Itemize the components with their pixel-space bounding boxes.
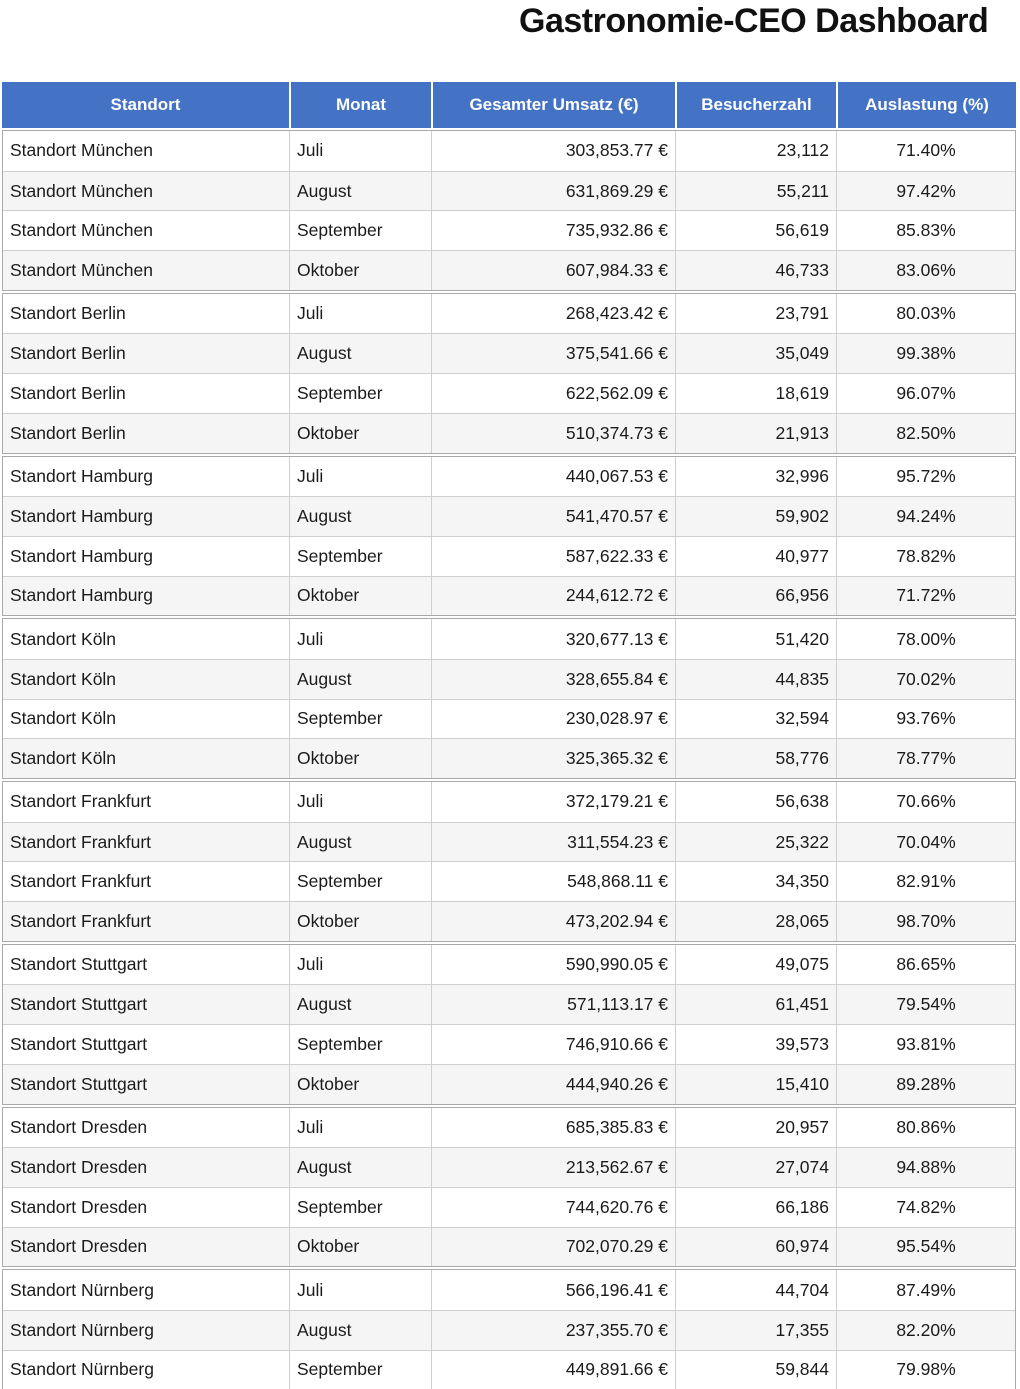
cell-umsatz: 571,113.17 € — [431, 985, 675, 1024]
table-row — [3, 901, 1015, 941]
cell-auslastung: 83.06% — [836, 251, 1015, 290]
cell-monat: September — [289, 700, 431, 739]
standort-group — [2, 1269, 1016, 1389]
cell-besucherzahl: 59,902 — [675, 497, 836, 536]
table-body — [2, 130, 1016, 1389]
cell-auslastung: 82.50% — [836, 414, 1015, 453]
cell-monat: Oktober — [289, 1228, 431, 1267]
cell-monat: August — [289, 172, 431, 211]
cell-standort: Standort Frankfurt — [10, 871, 152, 892]
cell-monat: August — [289, 334, 431, 373]
cell-besucherzahl: 32,594 — [675, 700, 836, 739]
cell-auslastung: 95.72% — [836, 457, 1015, 497]
cell-besucherzahl: 58,776 — [675, 739, 836, 778]
cell-standort: Standort München — [10, 220, 154, 241]
cell-standort: Standort Stuttgart — [10, 954, 148, 975]
cell-auslastung: 85.83% — [836, 211, 1015, 250]
cell-besucherzahl: 59,844 — [675, 1351, 836, 1389]
standort-group — [2, 781, 1016, 942]
cell-umsatz: 444,940.26 € — [431, 1065, 675, 1104]
cell-umsatz: 449,891.66 € — [431, 1351, 675, 1389]
table-row — [3, 373, 1015, 413]
cell-standort: Standort Frankfurt — [10, 831, 152, 852]
cell-monat: Juli — [289, 1108, 431, 1148]
cell-standort: Standort Hamburg — [10, 585, 153, 606]
cell-standort: Standort Berlin — [10, 382, 126, 403]
column-header-besucherzahl: Besucherzahl — [675, 82, 836, 128]
cell-monat: September — [289, 1025, 431, 1064]
cell-standort: Standort Berlin — [10, 343, 126, 364]
cell-besucherzahl: 51,420 — [675, 619, 836, 659]
table-row — [3, 496, 1015, 536]
table-row — [3, 1147, 1015, 1187]
cell-standort: Standort Köln — [10, 668, 117, 689]
table-row — [3, 619, 1015, 659]
cell-standort: Standort Nürnberg — [10, 1319, 154, 1340]
cell-standort: Standort Stuttgart — [10, 1033, 148, 1054]
cell-monat: Oktober — [289, 902, 431, 941]
table-row — [3, 1350, 1015, 1389]
cell-monat: August — [289, 985, 431, 1024]
cell-standort: Standort Köln — [10, 628, 117, 649]
cell-monat: September — [289, 1188, 431, 1227]
cell-auslastung: 93.76% — [836, 700, 1015, 739]
cell-besucherzahl: 56,619 — [675, 211, 836, 250]
cell-auslastung: 94.88% — [836, 1148, 1015, 1187]
cell-auslastung: 80.03% — [836, 294, 1015, 334]
table-row — [3, 659, 1015, 699]
cell-besucherzahl: 23,791 — [675, 294, 836, 334]
cell-monat: Oktober — [289, 577, 431, 616]
cell-monat: Juli — [289, 131, 431, 171]
table-row — [3, 1187, 1015, 1227]
cell-umsatz: 548,868.11 € — [431, 862, 675, 901]
cell-auslastung: 89.28% — [836, 1065, 1015, 1104]
table-row — [3, 782, 1015, 822]
cell-monat: Juli — [289, 294, 431, 334]
cell-besucherzahl: 56,638 — [675, 782, 836, 822]
cell-umsatz: 303,853.77 € — [431, 131, 675, 171]
cell-besucherzahl: 28,065 — [675, 902, 836, 941]
cell-auslastung: 74.82% — [836, 1188, 1015, 1227]
cell-besucherzahl: 23,112 — [675, 131, 836, 171]
cell-besucherzahl: 17,355 — [675, 1311, 836, 1350]
cell-auslastung: 86.65% — [836, 945, 1015, 985]
cell-auslastung: 99.38% — [836, 334, 1015, 373]
cell-besucherzahl: 66,956 — [675, 577, 836, 616]
table-row — [3, 210, 1015, 250]
table-row — [3, 1310, 1015, 1350]
cell-auslastung: 70.66% — [836, 782, 1015, 822]
standort-group — [2, 130, 1016, 291]
cell-monat: Juli — [289, 1270, 431, 1310]
cell-auslastung: 93.81% — [836, 1025, 1015, 1064]
cell-standort: Standort Frankfurt — [10, 791, 152, 812]
table-row — [3, 699, 1015, 739]
cell-monat: Oktober — [289, 739, 431, 778]
standort-group — [2, 456, 1016, 617]
cell-umsatz: 744,620.76 € — [431, 1188, 675, 1227]
cell-umsatz: 473,202.94 € — [431, 902, 675, 941]
cell-standort: Standort Dresden — [10, 1157, 148, 1178]
cell-auslastung: 97.42% — [836, 172, 1015, 211]
table-row — [3, 822, 1015, 862]
cell-monat: Oktober — [289, 251, 431, 290]
cell-monat: August — [289, 1311, 431, 1350]
cell-umsatz: 622,562.09 € — [431, 374, 675, 413]
cell-auslastung: 82.91% — [836, 862, 1015, 901]
cell-besucherzahl: 40,977 — [675, 537, 836, 576]
column-header-auslastung: Auslastung (%) — [836, 82, 1016, 128]
cell-umsatz: 685,385.83 € — [431, 1108, 675, 1148]
cell-besucherzahl: 66,186 — [675, 1188, 836, 1227]
cell-auslastung: 71.72% — [836, 577, 1015, 616]
cell-besucherzahl: 21,913 — [675, 414, 836, 453]
cell-standort: Standort Hamburg — [10, 545, 153, 566]
cell-standort: Standort Hamburg — [10, 506, 153, 527]
cell-umsatz: 375,541.66 € — [431, 334, 675, 373]
cell-umsatz: 566,196.41 € — [431, 1270, 675, 1310]
table-row — [3, 294, 1015, 334]
cell-standort: Standort Frankfurt — [10, 910, 152, 931]
cell-besucherzahl: 20,957 — [675, 1108, 836, 1148]
cell-standort: Standort Berlin — [10, 303, 126, 324]
cell-monat: August — [289, 660, 431, 699]
cell-besucherzahl: 25,322 — [675, 823, 836, 862]
cell-monat: September — [289, 374, 431, 413]
table-row — [3, 1270, 1015, 1310]
cell-umsatz: 702,070.29 € — [431, 1228, 675, 1267]
cell-besucherzahl: 35,049 — [675, 334, 836, 373]
cell-auslastung: 78.00% — [836, 619, 1015, 659]
cell-standort: Standort Stuttgart — [10, 1073, 148, 1094]
cell-umsatz: 587,622.33 € — [431, 537, 675, 576]
cell-standort: Standort Nürnberg — [10, 1279, 154, 1300]
cell-auslastung: 95.54% — [836, 1228, 1015, 1267]
cell-besucherzahl: 32,996 — [675, 457, 836, 497]
standort-group — [2, 618, 1016, 779]
table-row — [3, 413, 1015, 453]
column-header-monat: Monat — [289, 82, 431, 128]
cell-monat: August — [289, 823, 431, 862]
cell-auslastung: 98.70% — [836, 902, 1015, 941]
cell-auslastung: 78.77% — [836, 739, 1015, 778]
cell-monat: Juli — [289, 945, 431, 985]
cell-umsatz: 510,374.73 € — [431, 414, 675, 453]
cell-umsatz: 631,869.29 € — [431, 172, 675, 211]
cell-umsatz: 328,655.84 € — [431, 660, 675, 699]
cell-umsatz: 440,067.53 € — [431, 457, 675, 497]
cell-umsatz: 541,470.57 € — [431, 497, 675, 536]
cell-umsatz: 325,365.32 € — [431, 739, 675, 778]
column-header-standort: Standort — [110, 95, 181, 114]
cell-standort: Standort Dresden — [10, 1116, 148, 1137]
cell-standort: Standort Köln — [10, 708, 117, 729]
cell-umsatz: 230,028.97 € — [431, 700, 675, 739]
cell-besucherzahl: 27,074 — [675, 1148, 836, 1187]
table-row — [3, 171, 1015, 211]
cell-besucherzahl: 18,619 — [675, 374, 836, 413]
data-table — [2, 82, 1016, 1389]
cell-auslastung: 82.20% — [836, 1311, 1015, 1350]
cell-standort: Standort Stuttgart — [10, 994, 148, 1015]
cell-umsatz: 607,984.33 € — [431, 251, 675, 290]
page-title: Gastronomie-CEO Dashboard — [519, 2, 989, 40]
cell-besucherzahl: 49,075 — [675, 945, 836, 985]
table-row — [3, 945, 1015, 985]
cell-besucherzahl: 44,835 — [675, 660, 836, 699]
cell-auslastung: 94.24% — [836, 497, 1015, 536]
table-row — [3, 131, 1015, 171]
table-row — [3, 536, 1015, 576]
cell-umsatz: 746,910.66 € — [431, 1025, 675, 1064]
standort-group — [2, 1107, 1016, 1268]
cell-besucherzahl: 61,451 — [675, 985, 836, 1024]
cell-auslastung: 87.49% — [836, 1270, 1015, 1310]
cell-monat: Juli — [289, 457, 431, 497]
cell-standort: Standort Dresden — [10, 1196, 148, 1217]
cell-umsatz: 268,423.42 € — [431, 294, 675, 334]
table-row — [3, 333, 1015, 373]
cell-umsatz: 244,612.72 € — [431, 577, 675, 616]
table-row — [3, 457, 1015, 497]
cell-auslastung: 78.82% — [836, 537, 1015, 576]
table-row — [3, 984, 1015, 1024]
cell-besucherzahl: 34,350 — [675, 862, 836, 901]
table-header-row — [2, 82, 1016, 128]
cell-monat: Juli — [289, 782, 431, 822]
cell-umsatz: 735,932.86 € — [431, 211, 675, 250]
table-row — [3, 576, 1015, 616]
cell-standort: Standort München — [10, 259, 154, 280]
cell-standort: Standort Hamburg — [10, 465, 153, 486]
cell-standort: Standort München — [10, 140, 154, 161]
table-row — [3, 861, 1015, 901]
cell-monat: Oktober — [289, 414, 431, 453]
cell-umsatz: 372,179.21 € — [431, 782, 675, 822]
cell-besucherzahl: 39,573 — [675, 1025, 836, 1064]
cell-auslastung: 70.02% — [836, 660, 1015, 699]
cell-monat: Oktober — [289, 1065, 431, 1104]
cell-auslastung: 79.54% — [836, 985, 1015, 1024]
cell-monat: September — [289, 1351, 431, 1389]
cell-monat: August — [289, 1148, 431, 1187]
cell-standort: Standort Köln — [10, 748, 117, 769]
cell-umsatz: 213,562.67 € — [431, 1148, 675, 1187]
cell-auslastung: 79.98% — [836, 1351, 1015, 1389]
cell-umsatz: 590,990.05 € — [431, 945, 675, 985]
cell-umsatz: 320,677.13 € — [431, 619, 675, 659]
cell-monat: September — [289, 537, 431, 576]
cell-standort: Standort Dresden — [10, 1236, 148, 1257]
cell-standort: Standort Nürnberg — [10, 1359, 154, 1380]
table-row — [3, 1108, 1015, 1148]
cell-auslastung: 80.86% — [836, 1108, 1015, 1148]
column-header-umsatz: Gesamter Umsatz (€) — [431, 82, 675, 128]
cell-umsatz: 311,554.23 € — [431, 823, 675, 862]
cell-monat: August — [289, 497, 431, 536]
table-row — [3, 1024, 1015, 1064]
cell-besucherzahl: 46,733 — [675, 251, 836, 290]
cell-besucherzahl: 15,410 — [675, 1065, 836, 1104]
cell-monat: Juli — [289, 619, 431, 659]
cell-standort: Standort München — [10, 180, 154, 201]
cell-besucherzahl: 60,974 — [675, 1228, 836, 1267]
table-row — [3, 1064, 1015, 1104]
cell-besucherzahl: 44,704 — [675, 1270, 836, 1310]
cell-auslastung: 96.07% — [836, 374, 1015, 413]
standort-group — [2, 944, 1016, 1105]
cell-auslastung: 71.40% — [836, 131, 1015, 171]
table-row — [3, 1227, 1015, 1267]
standort-group — [2, 293, 1016, 454]
cell-besucherzahl: 55,211 — [675, 172, 836, 211]
table-row — [3, 738, 1015, 778]
table-row — [3, 250, 1015, 290]
cell-monat: September — [289, 211, 431, 250]
cell-umsatz: 237,355.70 € — [431, 1311, 675, 1350]
cell-auslastung: 70.04% — [836, 823, 1015, 862]
cell-standort: Standort Berlin — [10, 422, 126, 443]
cell-monat: September — [289, 862, 431, 901]
